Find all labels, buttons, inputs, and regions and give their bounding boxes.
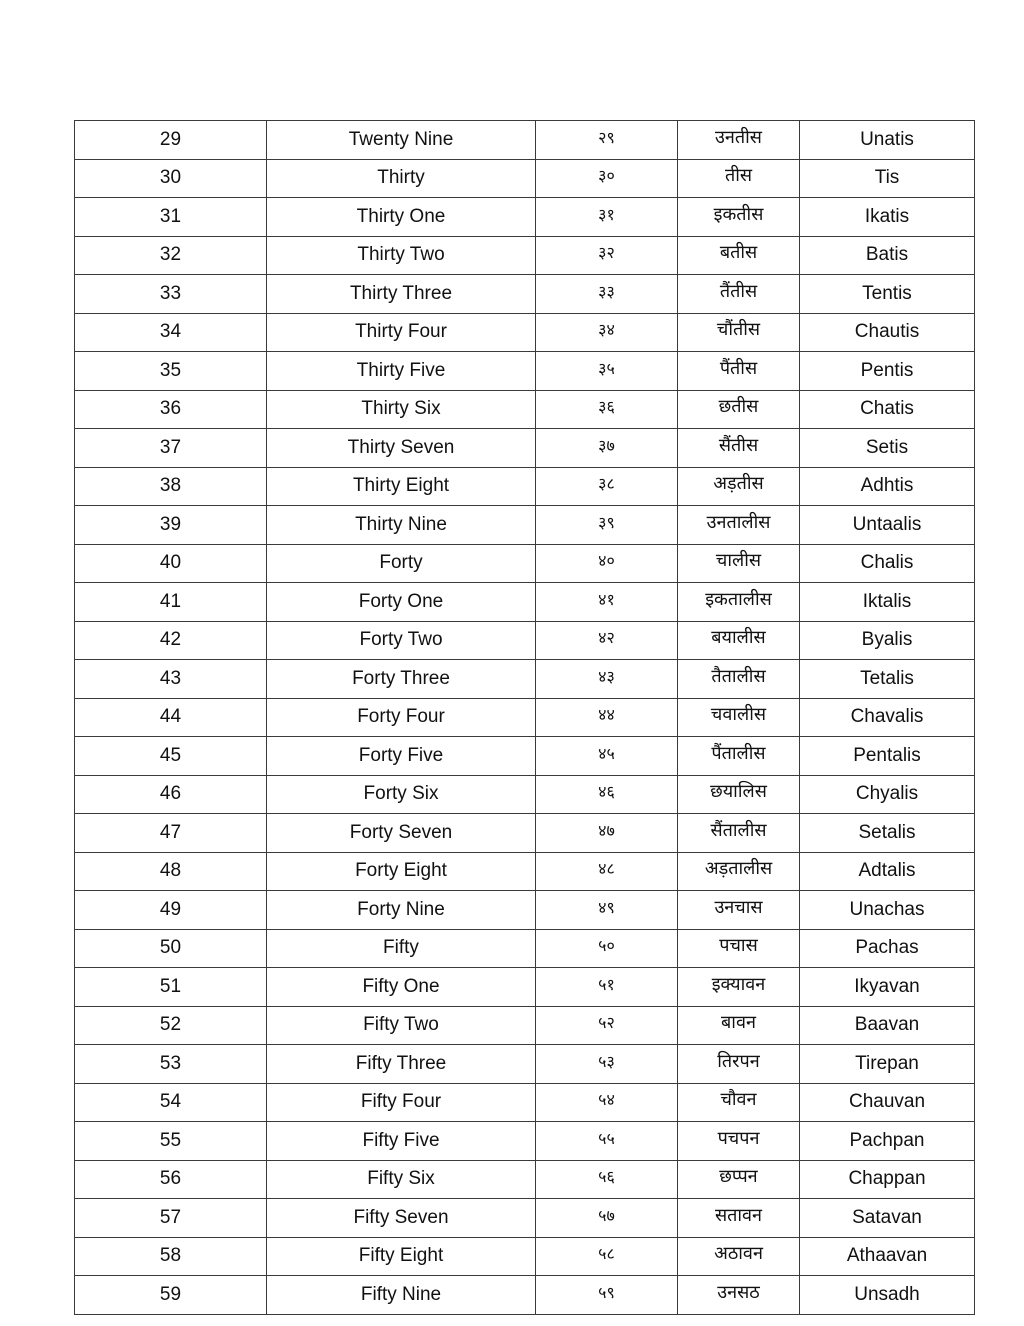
english-name-cell: Thirty Four [267, 313, 536, 352]
english-name-cell: Fifty [267, 929, 536, 968]
devanagari-numeral-cell: ४७ [536, 814, 678, 853]
table-row [75, 467, 975, 506]
transliteration-cell: Chyalis [800, 775, 975, 814]
hindi-name-cell: तिरपन [678, 1045, 800, 1084]
transliteration-cell: Iktalis [800, 583, 975, 622]
transliteration-cell: Chalis [800, 544, 975, 583]
transliteration-cell: Byalis [800, 621, 975, 660]
devanagari-numeral-cell: ३६ [536, 390, 678, 429]
hindi-name-cell: चौवन [678, 1083, 800, 1122]
transliteration-cell: Pentis [800, 352, 975, 391]
english-name-cell: Forty Five [267, 737, 536, 776]
table-row [75, 891, 975, 930]
hindi-name-cell: अड़तीस [678, 467, 800, 506]
hindi-name-cell: चालीस [678, 544, 800, 583]
number-cell: 59 [75, 1276, 267, 1315]
transliteration-cell: Baavan [800, 1006, 975, 1045]
devanagari-numeral-cell: ५५ [536, 1122, 678, 1161]
transliteration-cell: Setis [800, 429, 975, 468]
devanagari-numeral-cell: ५० [536, 929, 678, 968]
table-row [75, 429, 975, 468]
table-row [75, 929, 975, 968]
table-row [75, 352, 975, 391]
hindi-name-cell: इक्यावन [678, 968, 800, 1007]
english-name-cell: Forty One [267, 583, 536, 622]
transliteration-cell: Unsadh [800, 1276, 975, 1315]
table-row [75, 1237, 975, 1276]
table-row [75, 621, 975, 660]
transliteration-cell: Unatis [800, 121, 975, 160]
english-name-cell: Thirty Five [267, 352, 536, 391]
english-name-cell: Fifty Eight [267, 1237, 536, 1276]
transliteration-cell: Chatis [800, 390, 975, 429]
table-row [75, 1045, 975, 1084]
table-row [75, 1122, 975, 1161]
hindi-name-cell: पैंतीस [678, 352, 800, 391]
number-cell: 43 [75, 660, 267, 699]
english-name-cell: Forty Six [267, 775, 536, 814]
transliteration-cell: Batis [800, 236, 975, 275]
number-cell: 37 [75, 429, 267, 468]
table-row [75, 159, 975, 198]
hindi-name-cell: उनतीस [678, 121, 800, 160]
transliteration-cell: Chavalis [800, 698, 975, 737]
number-cell: 48 [75, 852, 267, 891]
table-row [75, 1083, 975, 1122]
devanagari-numeral-cell: २९ [536, 121, 678, 160]
hindi-name-cell: तीस [678, 159, 800, 198]
table-row [75, 583, 975, 622]
hindi-name-cell: उनतालीस [678, 506, 800, 545]
english-name-cell: Fifty One [267, 968, 536, 1007]
english-name-cell: Forty Four [267, 698, 536, 737]
transliteration-cell: Tirepan [800, 1045, 975, 1084]
devanagari-numeral-cell: ५९ [536, 1276, 678, 1315]
devanagari-numeral-cell: ५८ [536, 1237, 678, 1276]
number-cell: 54 [75, 1083, 267, 1122]
table-row [75, 775, 975, 814]
devanagari-numeral-cell: ५४ [536, 1083, 678, 1122]
number-cell: 33 [75, 275, 267, 314]
table-row [75, 506, 975, 545]
english-name-cell: Thirty Three [267, 275, 536, 314]
devanagari-numeral-cell: ३८ [536, 467, 678, 506]
hindi-name-cell: तैंतीस [678, 275, 800, 314]
table-row [75, 698, 975, 737]
transliteration-cell: Pachas [800, 929, 975, 968]
hindi-name-cell: सैंतीस [678, 429, 800, 468]
number-cell: 46 [75, 775, 267, 814]
english-name-cell: Forty Seven [267, 814, 536, 853]
english-name-cell: Forty Nine [267, 891, 536, 930]
table-row [75, 544, 975, 583]
table-row [75, 313, 975, 352]
table-row [75, 660, 975, 699]
english-name-cell: Fifty Two [267, 1006, 536, 1045]
devanagari-numeral-cell: ३९ [536, 506, 678, 545]
english-name-cell: Fifty Four [267, 1083, 536, 1122]
table-row [75, 121, 975, 160]
transliteration-cell: Unachas [800, 891, 975, 930]
english-name-cell: Fifty Six [267, 1160, 536, 1199]
devanagari-numeral-cell: ३४ [536, 313, 678, 352]
number-cell: 55 [75, 1122, 267, 1161]
number-cell: 52 [75, 1006, 267, 1045]
number-names-sheet [74, 120, 974, 1315]
number-cell: 45 [75, 737, 267, 776]
table-row [75, 390, 975, 429]
devanagari-numeral-cell: ३५ [536, 352, 678, 391]
english-name-cell: Forty Three [267, 660, 536, 699]
hindi-name-cell: छयालिस [678, 775, 800, 814]
transliteration-cell: Pachpan [800, 1122, 975, 1161]
english-name-cell: Thirty Eight [267, 467, 536, 506]
number-cell: 53 [75, 1045, 267, 1084]
hindi-name-cell: सतावन [678, 1199, 800, 1238]
table-row [75, 275, 975, 314]
number-cell: 42 [75, 621, 267, 660]
number-cell: 50 [75, 929, 267, 968]
number-cell: 44 [75, 698, 267, 737]
transliteration-cell: Chappan [800, 1160, 975, 1199]
english-name-cell: Thirty Six [267, 390, 536, 429]
english-name-cell: Forty Eight [267, 852, 536, 891]
transliteration-cell: Setalis [800, 814, 975, 853]
number-cell: 31 [75, 198, 267, 237]
number-cell: 36 [75, 390, 267, 429]
transliteration-cell: Pentalis [800, 737, 975, 776]
devanagari-numeral-cell: ४३ [536, 660, 678, 699]
transliteration-cell: Tentis [800, 275, 975, 314]
hindi-name-cell: छप्पन [678, 1160, 800, 1199]
english-name-cell: Thirty Nine [267, 506, 536, 545]
hindi-name-cell: छतीस [678, 390, 800, 429]
number-cell: 35 [75, 352, 267, 391]
table-body [75, 121, 975, 1315]
hindi-name-cell: बयालीस [678, 621, 800, 660]
hindi-name-cell: उनसठ [678, 1276, 800, 1315]
table-row [75, 1199, 975, 1238]
devanagari-numeral-cell: ३१ [536, 198, 678, 237]
english-name-cell: Fifty Three [267, 1045, 536, 1084]
number-cell: 38 [75, 467, 267, 506]
number-cell: 40 [75, 544, 267, 583]
hindi-name-cell: पचास [678, 929, 800, 968]
transliteration-cell: Chautis [800, 313, 975, 352]
devanagari-numeral-cell: ५१ [536, 968, 678, 1007]
devanagari-numeral-cell: ५३ [536, 1045, 678, 1084]
english-name-cell: Thirty [267, 159, 536, 198]
hindi-name-cell: सैंतालीस [678, 814, 800, 853]
english-name-cell: Thirty Seven [267, 429, 536, 468]
hindi-name-cell: इकतालीस [678, 583, 800, 622]
number-cell: 29 [75, 121, 267, 160]
table-row [75, 198, 975, 237]
table-row [75, 1276, 975, 1315]
table-row [75, 852, 975, 891]
table-row [75, 1006, 975, 1045]
english-name-cell: Thirty Two [267, 236, 536, 275]
hindi-name-cell: अठावन [678, 1237, 800, 1276]
transliteration-cell: Tetalis [800, 660, 975, 699]
number-cell: 47 [75, 814, 267, 853]
english-name-cell: Forty [267, 544, 536, 583]
hindi-name-cell: चौंतीस [678, 313, 800, 352]
table-row [75, 814, 975, 853]
devanagari-numeral-cell: ३३ [536, 275, 678, 314]
devanagari-numeral-cell: ४१ [536, 583, 678, 622]
number-cell: 49 [75, 891, 267, 930]
english-name-cell: Forty Two [267, 621, 536, 660]
number-cell: 41 [75, 583, 267, 622]
devanagari-numeral-cell: ४२ [536, 621, 678, 660]
transliteration-cell: Ikyavan [800, 968, 975, 1007]
english-name-cell: Fifty Seven [267, 1199, 536, 1238]
number-cell: 32 [75, 236, 267, 275]
hindi-name-cell: पैंतालीस [678, 737, 800, 776]
devanagari-numeral-cell: ४० [536, 544, 678, 583]
english-name-cell: Fifty Nine [267, 1276, 536, 1315]
transliteration-cell: Chauvan [800, 1083, 975, 1122]
hindi-name-cell: पचपन [678, 1122, 800, 1161]
devanagari-numeral-cell: ३० [536, 159, 678, 198]
english-name-cell: Twenty Nine [267, 121, 536, 160]
transliteration-cell: Adhtis [800, 467, 975, 506]
transliteration-cell: Athaavan [800, 1237, 975, 1276]
number-cell: 30 [75, 159, 267, 198]
table-row [75, 236, 975, 275]
hindi-name-cell: चवालीस [678, 698, 800, 737]
hindi-name-cell: बावन [678, 1006, 800, 1045]
table-row [75, 1160, 975, 1199]
devanagari-numeral-cell: ४६ [536, 775, 678, 814]
hindi-name-cell: इकतीस [678, 198, 800, 237]
number-cell: 34 [75, 313, 267, 352]
devanagari-numeral-cell: ४४ [536, 698, 678, 737]
devanagari-numeral-cell: ४९ [536, 891, 678, 930]
number-cell: 58 [75, 1237, 267, 1276]
hindi-name-cell: बतीस [678, 236, 800, 275]
number-cell: 56 [75, 1160, 267, 1199]
transliteration-cell: Untaalis [800, 506, 975, 545]
devanagari-numeral-cell: ५६ [536, 1160, 678, 1199]
transliteration-cell: Tis [800, 159, 975, 198]
devanagari-numeral-cell: ४८ [536, 852, 678, 891]
english-name-cell: Thirty One [267, 198, 536, 237]
devanagari-numeral-cell: ५२ [536, 1006, 678, 1045]
table-row [75, 968, 975, 1007]
devanagari-numeral-cell: ३७ [536, 429, 678, 468]
hindi-name-cell: उनचास [678, 891, 800, 930]
table-row [75, 737, 975, 776]
number-cell: 57 [75, 1199, 267, 1238]
number-names-table [74, 120, 975, 1315]
number-cell: 51 [75, 968, 267, 1007]
devanagari-numeral-cell: ५७ [536, 1199, 678, 1238]
transliteration-cell: Ikatis [800, 198, 975, 237]
hindi-name-cell: अड़तालीस [678, 852, 800, 891]
devanagari-numeral-cell: ३२ [536, 236, 678, 275]
number-cell: 39 [75, 506, 267, 545]
devanagari-numeral-cell: ४५ [536, 737, 678, 776]
english-name-cell: Fifty Five [267, 1122, 536, 1161]
hindi-name-cell: तैतालीस [678, 660, 800, 699]
transliteration-cell: Satavan [800, 1199, 975, 1238]
transliteration-cell: Adtalis [800, 852, 975, 891]
